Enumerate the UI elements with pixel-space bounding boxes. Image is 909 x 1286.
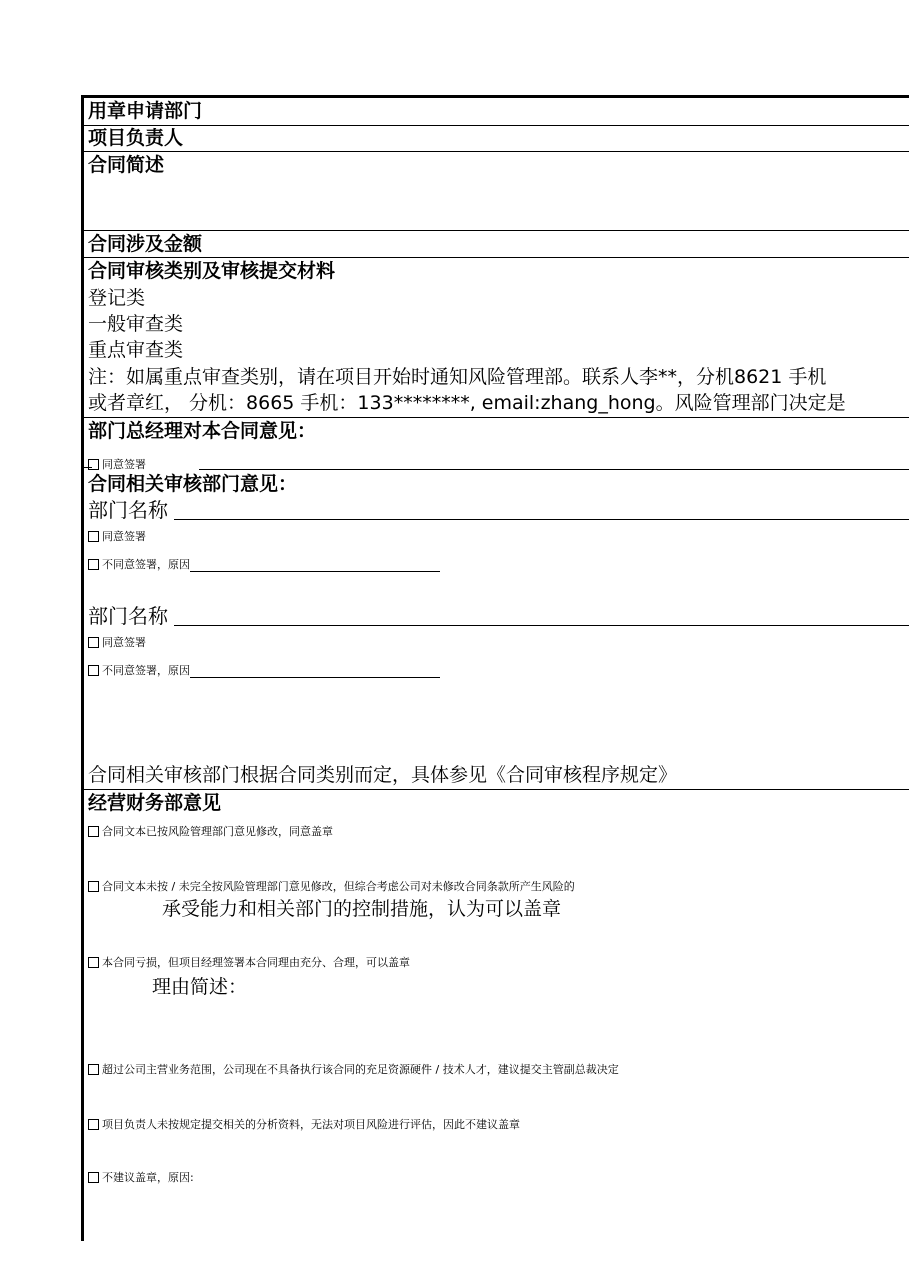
gm-opinion-label: 部门总经理对本合同意见： bbox=[88, 420, 317, 442]
dept-name-2-line bbox=[174, 625, 909, 626]
review-note-line-1: 注：如属重点审查类别，请在项目开始时通知风险管理部。联系人李**，分机8621 手机 bbox=[88, 366, 827, 388]
related-dept-note: 合同相关审核部门根据合同类别而定，具体参见《合同审核程序规定》 bbox=[88, 764, 678, 786]
dept-name-2: 部门名称 bbox=[88, 605, 168, 627]
fin-option-4-checkbox[interactable] bbox=[88, 1064, 99, 1075]
dept-name-1-line bbox=[174, 519, 909, 520]
fin-option-4 bbox=[88, 1063, 909, 1077]
fin-option-4-text: 超过公司主营业务范围，公司现在不具备执行该合同的充足资源硬件 / 技术人才，建议提交主管副总裁决定 bbox=[102, 1063, 619, 1076]
related-dept-label: 合同相关审核部门意见： bbox=[88, 473, 298, 495]
divider bbox=[84, 125, 909, 126]
contract-amount-label: 合同涉及金额 bbox=[88, 233, 203, 255]
category-register: 登记类 bbox=[88, 287, 146, 309]
gm-signature-line bbox=[199, 469, 909, 470]
divider bbox=[84, 230, 909, 231]
fin-option-5-checkbox[interactable] bbox=[88, 1119, 99, 1130]
fin-option-6-checkbox[interactable] bbox=[88, 1172, 99, 1183]
dept1-reason-line[interactable] bbox=[190, 561, 440, 572]
dept1-disagree-text: 不同意签署，原因 bbox=[102, 558, 190, 571]
fin-option-3 bbox=[88, 956, 909, 970]
category-general: 一般审查类 bbox=[88, 313, 184, 335]
divider bbox=[84, 417, 909, 418]
divider bbox=[84, 789, 909, 790]
dept2-reason-line[interactable] bbox=[190, 667, 440, 678]
dept2-agree-checkbox[interactable] bbox=[88, 637, 99, 648]
fin-option-1 bbox=[88, 825, 909, 839]
fin-option-2-text: 合同文本未按 / 未完全按风险管理部门意见修改，但综合考虑公司对未修改合同条款所产生风险的 bbox=[102, 880, 575, 893]
fin-option-1-checkbox[interactable] bbox=[88, 826, 99, 837]
gm-agree-text: 同意签署 bbox=[102, 458, 146, 471]
project-owner-label: 项目负责人 bbox=[88, 127, 184, 149]
fin-option-5-text: 项目负责人未按规定提交相关的分析资料，无法对项目风险进行评估，因此不建议盖章 bbox=[102, 1118, 520, 1131]
dept1-disagree-checkbox[interactable] bbox=[88, 559, 99, 570]
category-key: 重点审查类 bbox=[88, 339, 184, 361]
divider bbox=[84, 257, 909, 258]
review-category-label: 合同审核类别及审核提交材料 bbox=[88, 260, 336, 282]
apply-dept-label: 用章申请部门 bbox=[88, 100, 203, 122]
contract-seal-form bbox=[81, 95, 909, 1241]
dept1-agree-option bbox=[88, 530, 909, 544]
fin-option-6-text: 不建议盖章，原因: bbox=[102, 1171, 194, 1184]
dept1-agree-checkbox[interactable] bbox=[88, 531, 99, 542]
fin-option-3-checkbox[interactable] bbox=[88, 957, 99, 968]
fin-reason-label: 理由简述： bbox=[152, 976, 248, 998]
gm-agree-checkbox[interactable] bbox=[88, 459, 99, 470]
dept-name-1: 部门名称 bbox=[88, 499, 168, 521]
fin-option-5 bbox=[88, 1118, 909, 1132]
dept2-disagree-checkbox[interactable] bbox=[88, 665, 99, 676]
signature-line bbox=[84, 467, 92, 468]
fin-option-6 bbox=[88, 1171, 909, 1185]
dept2-agree-option bbox=[88, 636, 909, 650]
divider bbox=[84, 151, 909, 152]
dept1-agree-text: 同意签署 bbox=[102, 530, 146, 543]
contract-summary-label: 合同简述 bbox=[88, 154, 165, 176]
dept2-disagree-text: 不同意签署，原因 bbox=[102, 664, 190, 677]
fin-option-3-text: 本合同亏损，但项目经理签署本合同理由充分、合理，可以盖章 bbox=[102, 956, 410, 969]
fin-option-2-checkbox[interactable] bbox=[88, 881, 99, 892]
fin-option-2-continued: 承受能力和相关部门的控制措施，认为可以盖章 bbox=[162, 898, 562, 920]
finance-label: 经营财务部意见 bbox=[88, 792, 222, 814]
fin-option-2 bbox=[88, 880, 909, 894]
dept2-agree-text: 同意签署 bbox=[102, 636, 146, 649]
dept2-disagree-option bbox=[88, 664, 909, 678]
dept1-disagree-option bbox=[88, 558, 909, 572]
review-note-line-2: 或者章红， 分机：8665 手机：133********, email:zhang_hong。风险管理部门决定是 bbox=[88, 392, 846, 414]
fin-option-1-text: 合同文本已按风险管理部门意见修改，同意盖章 bbox=[102, 825, 333, 838]
